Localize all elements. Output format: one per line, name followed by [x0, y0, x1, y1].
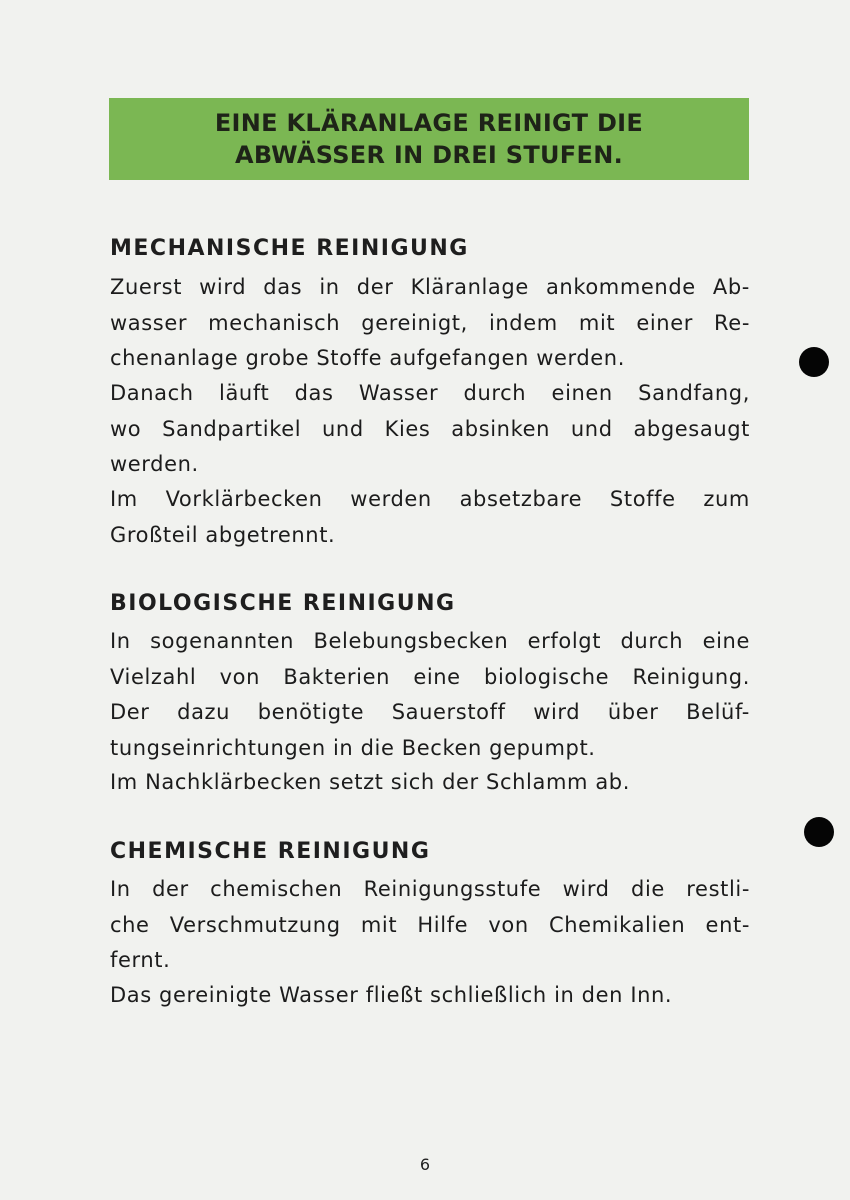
text-line: Der dazu benötigte Sauerstoff wird über Belüf- — [110, 700, 750, 724]
punch-hole — [804, 817, 834, 847]
text-line: Großteil abgetrennt. — [110, 522, 336, 547]
text-line: Vielzahl von Bakterien eine biologische Reinigung. — [110, 664, 750, 689]
section-heading-biological: BIOLOGISCHE REINIGUNG — [110, 591, 456, 616]
paragraph-mechanical-3 — [110, 482, 750, 553]
text-line: chenanlage grobe Stoffe aufgefangen werden. — [110, 346, 625, 370]
text-line: In sogenannten Belebungsbecken erfolgt durch eine — [110, 629, 750, 653]
section-heading-mechanical: MECHANISCHE REINIGUNG — [110, 236, 469, 261]
text-line: wo Sandpartikel und Kies absinken und abgesaugt — [110, 416, 750, 441]
text-line: fernt. — [110, 948, 171, 972]
text-line: Das gereinigte Wasser fließt schließlich in den Inn. — [110, 983, 673, 1007]
paragraph-chemical-2 — [110, 978, 750, 1014]
text-line: werden. — [110, 452, 199, 476]
paragraph-biological-1 — [110, 624, 750, 766]
text-line: Im Vorklärbecken werden absetzbare Stoffe zum — [110, 487, 750, 511]
punch-hole — [799, 347, 829, 377]
title-box — [109, 98, 749, 180]
paragraph-biological-2 — [110, 765, 750, 801]
page-title: EINE KLÄRANLAGE REINIGT DIE ABWÄSSER IN DREI STUFEN. — [214, 109, 644, 169]
text-line: Zuerst wird das in der Kläranlage ankommende Ab- — [110, 275, 750, 299]
text-line: che Verschmutzung mit Hilfe von Chemikalien ent- — [110, 912, 750, 937]
text-line: wasser mechanisch gereinigt, indem mit einer Re- — [110, 310, 750, 335]
paragraph-mechanical-1 — [110, 270, 750, 377]
text-line: tungseinrichtungen in die Becken gepumpt. — [110, 735, 596, 760]
text-line: Im Nachklärbecken setzt sich der Schlamm ab. — [110, 770, 631, 794]
section-heading-chemical: CHEMISCHE REINIGUNG — [110, 839, 431, 864]
paragraph-mechanical-2 — [110, 376, 750, 483]
text-line: Danach läuft das Wasser durch einen Sandfang, — [110, 381, 750, 405]
text-line: In der chemischen Reinigungsstufe wird die restli- — [110, 877, 750, 901]
paragraph-chemical-1 — [110, 872, 750, 979]
page-number: 6 — [419, 1155, 431, 1174]
